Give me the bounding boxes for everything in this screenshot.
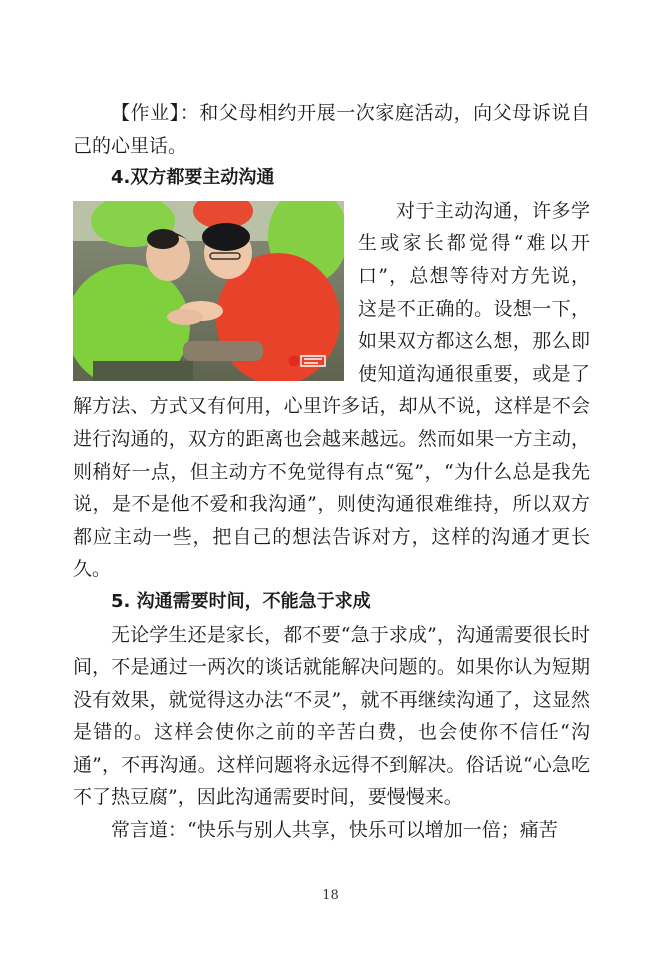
section-5-paragraph: 无论学生还是家长，都不要“急于求成”，沟通需要很长时间，不是通过一两次的谈话就能解决问题的。如果你认为短期没有效果，就觉得这办法“不灵”，就不再继续沟通了，这显然是错的。这样会使你之前的辛苦白费，也会使你不信任“沟通”，不再沟通。这样问题将永远得不到解决。俗话说“心急吃不了热豆腐”，因此沟通需要时间，要慢慢来。 [73,623,590,809]
section-4-paragraph: 对于主动沟通，许多学生或家长都觉得“难以开口”，总想等待对方先说，这是不正确的。设想一下，如果双方都这么想，那么即使知道沟通很重要，或是了解方法、方式又有何用，心里许多话，却从不说，这样是不会进行沟通的，双方的距离也会越来越远。然而如果一方主动，则稍好一点，但主动方不免觉得有点“冤”，“为什么总是我先说，是不是他不爱和我沟通”，则使沟通很难维持，所以双方都应主动一些，把自己的想法告诉对方，这样的沟通才更长久。 [73,199,590,581]
page-body [73,97,590,847]
section-5-heading: 5. 沟通需要时间，不能急于求成 [111,590,371,612]
closing-paragraph: 常言道：“快乐与别人共享，快乐可以增加一倍；痛苦 [111,819,558,842]
page-number: 18 [322,888,339,903]
homework-paragraph: 【作业】：和父母相约开展一次家庭活动，向父母诉说自己的心里话。 [73,102,590,157]
section-4-heading: 4.双方都要主动沟通 [111,167,275,189]
photo-watermark [288,353,326,369]
illustration-photo [73,201,344,381]
people-daily-logo-icon [288,353,326,369]
